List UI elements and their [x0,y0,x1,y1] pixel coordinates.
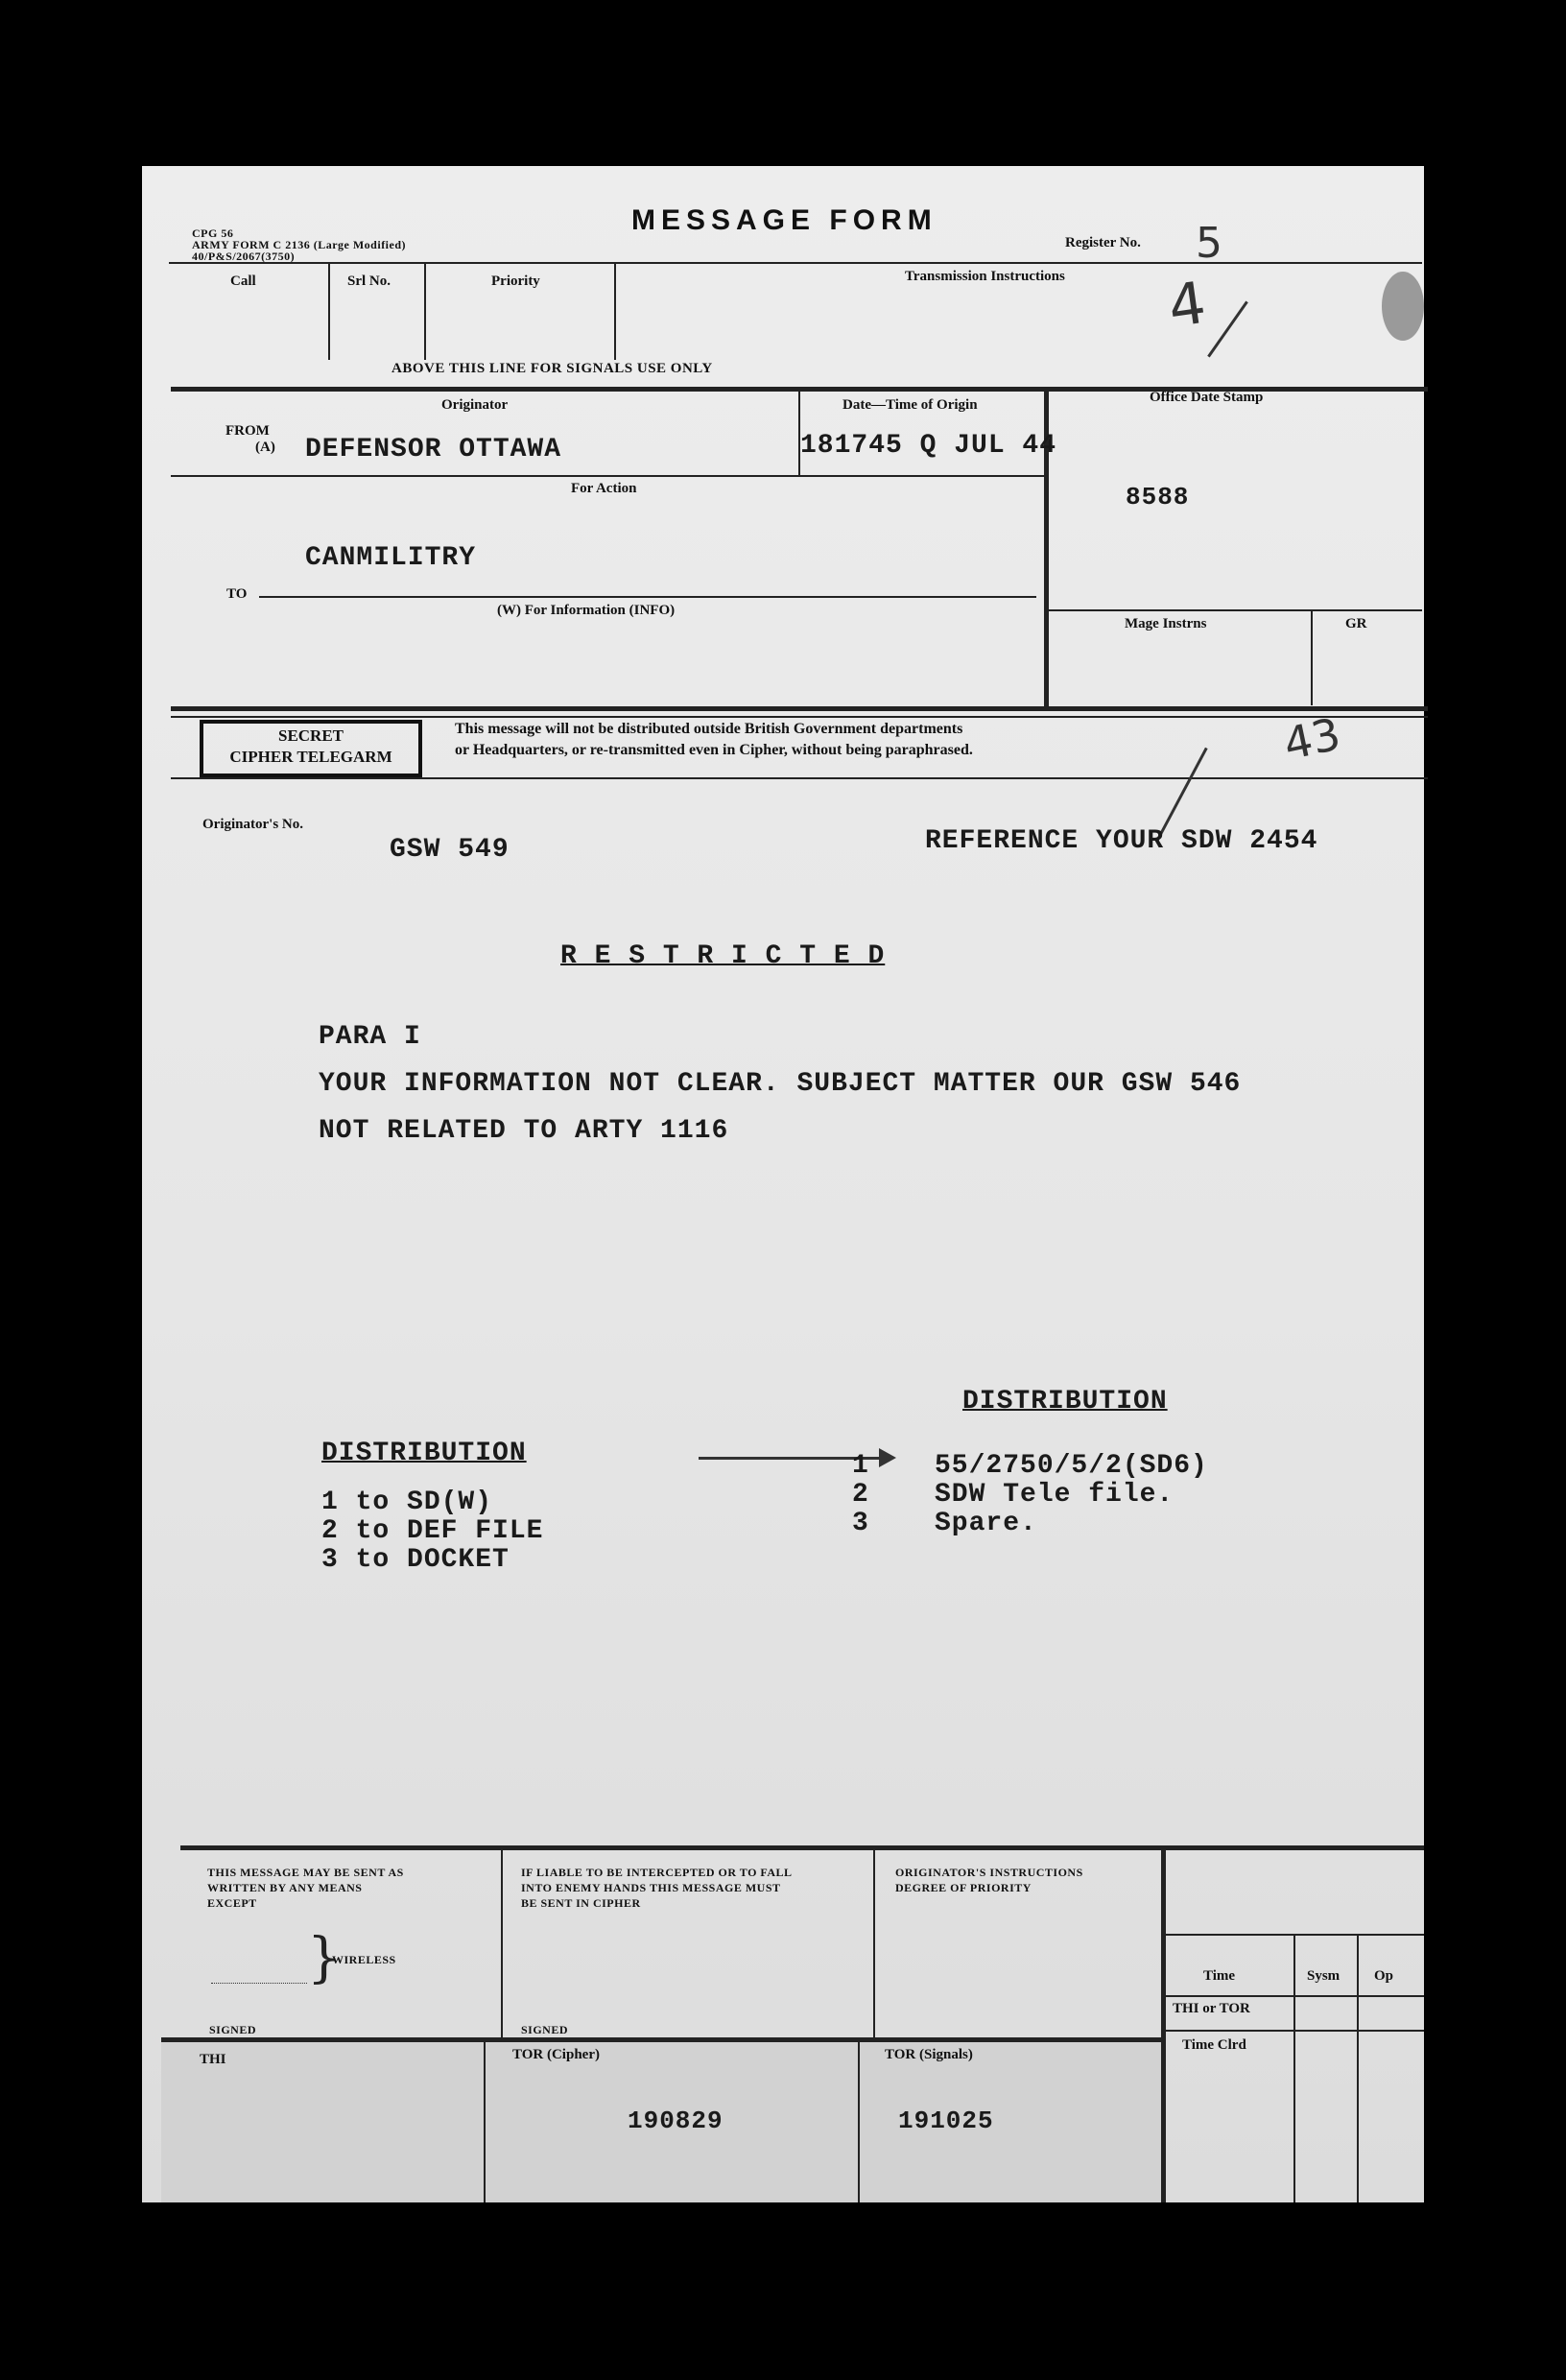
bottom-divider-1 [484,2039,486,2202]
for-action-rule [171,475,1044,477]
footer-col2-line2: INTO ENEMY HANDS THIS MESSAGE MUST [521,1881,781,1894]
dist-num-1: 1 [852,1451,869,1481]
date-time-value: 181745 Q JUL 44 [800,431,1057,461]
message-form-sheet [142,166,1424,2202]
thi-tor-label: THI or TOR [1173,2001,1250,2016]
srl-label: Srl No. [347,274,391,289]
info-label: (W) For Information (INFO) [497,603,676,618]
arrow-head [879,1448,896,1467]
footer-col1-line1: THIS MESSAGE MAY BE SENT AS [207,1866,404,1879]
dist-left-item-1: 1 to SD(W) [321,1488,493,1517]
priority-label: Priority [491,274,540,289]
header-rule [169,262,1422,264]
footer-top-rule [180,1845,1424,1850]
to-value: CANMILITRY [305,543,477,573]
transmission-handwritten: 4 [1164,269,1210,342]
time-label: Time [1203,1968,1236,1984]
time-table-rule-2 [1163,1995,1424,1997]
footer-divider-3 [1161,1845,1166,2202]
distribution-right-numbers [852,1452,869,1538]
dist-num-3: 3 [852,1509,869,1538]
wireless-label: WIRELESS [332,1953,396,1966]
handwritten-stroke [1207,300,1248,357]
cipher-telegarm-label: CIPHER TELEGARM [229,748,392,766]
date-time-label: Date—Time of Origin [842,397,978,413]
tor-signals-value: 191025 [898,2106,994,2135]
call-label: Call [230,274,256,289]
footer-col3-line1: ORIGINATOR'S INSTRUCTIONS [895,1866,1083,1879]
register-label: Register No. [1065,235,1141,250]
restricted-heading: R E S T R I C T E D [560,941,886,971]
tor-cipher-label: TOR (Cipher) [512,2047,600,2062]
to-line [259,596,1036,598]
signed-label-2: SIGNED [521,2023,569,2036]
dist-right-item-2: SDW Tele file. [935,1480,1174,1510]
footer-col1-line3: EXCEPT [207,1896,257,1910]
distribution-notice-1: This message will not be distributed outside British Government departments [455,721,963,737]
originators-no-label: Originator's No. [202,817,303,832]
origin-bottom-rule-2 [171,716,1428,718]
originators-no-value: GSW 549 [390,835,510,865]
distribution-left-title: DISTRIBUTION [321,1439,527,1468]
mage-rule [1046,609,1422,611]
footer-col2-line1: IF LIABLE TO BE INTERCEPTED OR TO FALL [521,1866,793,1879]
dist-left-item-3: 3 to DOCKET [321,1545,510,1575]
secret-label: SECRET [277,726,344,745]
signed-label-1: SIGNED [209,2023,257,2036]
punch-hole [1382,272,1424,341]
stamp-value: 8588 [1126,483,1190,512]
para-label: PARA I [319,1022,421,1052]
register-handwritten: 5 [1196,219,1222,268]
dist-right-item-1: 55/2750/5/2(SD6) [935,1451,1208,1481]
thi-label: THI [200,2052,226,2067]
gr-divider [1311,609,1313,705]
form-code-2: ARMY FORM C 2136 (Large Modified) [192,238,407,251]
distribution-right-title: DISTRIBUTION [962,1387,1168,1416]
office-stamp-label: Office Date Stamp [1150,390,1264,405]
above-line-text: ABOVE THIS LINE FOR SIGNALS USE ONLY [392,361,713,376]
message-line-2: NOT RELATED TO ARTY 1116 [319,1116,729,1146]
signals-divider-2 [424,264,426,360]
footer-col2-line3: BE SENT IN CIPHER [521,1896,641,1910]
from-value: DEFENSOR OTTAWA [305,435,562,464]
distribution-left-list [321,1488,543,1575]
message-line-1: YOUR INFORMATION NOT CLEAR. SUBJECT MATTER OUR GSW 546 [319,1069,1242,1099]
to-label: TO [226,586,248,602]
for-action-label: For Action [571,481,637,496]
time-table-divider-1 [1293,1934,1295,2202]
from-label: FROM [225,423,270,439]
signals-divider-3 [614,264,616,360]
bottom-divider-2 [858,2039,860,2202]
transmission-label: Transmission Instructions [905,269,1065,284]
mage-label: Mage Instrns [1125,616,1207,631]
op-label: Op [1374,1968,1394,1984]
dist-num-2: 2 [852,1480,869,1510]
distribution-right-list [935,1452,1208,1538]
time-table-divider-2 [1357,1934,1359,2202]
form-code-3: 40/P&S/2067(3750) [192,250,296,263]
distribution-notice-2: or Headquarters, or re-transmitted even in Cipher, without being paraphrased. [455,742,973,758]
footer-col1-line2: WRITTEN BY ANY MEANS [207,1881,363,1894]
wireless-line [211,1983,307,1984]
dist-left-item-2: 2 to DEF FILE [321,1516,544,1546]
originator-label: Originator [441,397,509,413]
from-sub-label: (A) [255,440,275,455]
sysm-label: Sysm [1307,1968,1341,1984]
bottom-band-rule [161,2037,1161,2042]
dist-right-item-3: Spare. [935,1509,1037,1538]
footer-divider-1 [501,1847,503,2039]
notice-rule [171,777,1428,779]
signals-divider-1 [328,264,330,360]
gr-label: GR [1345,616,1367,631]
reference-line: REFERENCE YOUR SDW 2454 [925,826,1318,856]
side-handwritten: 43 [1279,707,1345,771]
footer-divider-2 [873,1847,875,2039]
tor-signals-label: TOR (Signals) [885,2047,973,2062]
wireless-brace: } [307,1927,342,1989]
tor-cipher-value: 190829 [628,2106,724,2135]
time-clrd-label: Time Clrd [1182,2037,1246,2053]
time-table-rule-3 [1163,2030,1424,2032]
form-code-1: CPG 56 [192,226,234,240]
origin-bottom-rule [171,706,1428,711]
form-title: MESSAGE FORM [631,204,937,236]
footer-col3-line2: DEGREE OF PRIORITY [895,1881,1032,1894]
